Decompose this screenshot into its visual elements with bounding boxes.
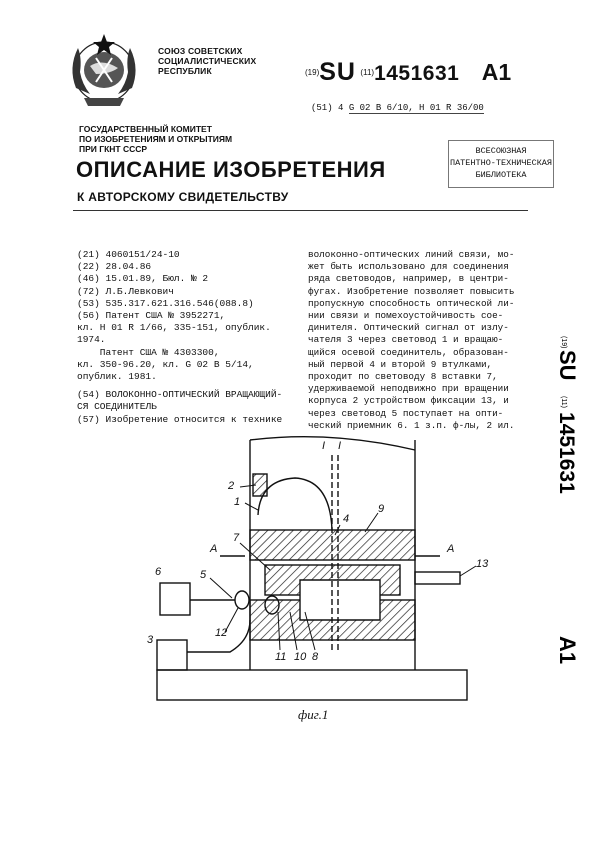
bibliographic-data bbox=[77, 249, 282, 426]
number-code-label: (11) bbox=[360, 68, 375, 77]
axis-label-left: I bbox=[322, 440, 326, 452]
abstract-line: динителя. Оптический сигнал от излу- bbox=[308, 322, 509, 334]
union-line: РЕСПУБЛИК bbox=[158, 66, 212, 76]
label-2: 2 bbox=[228, 480, 235, 492]
middle-insert bbox=[265, 565, 400, 595]
figure-caption: фиг.1 bbox=[298, 707, 329, 722]
biblio-line: кл. 350-96.20, кл. G 02 B 5/14, bbox=[77, 358, 254, 370]
biblio-line: (22) 28.04.86 bbox=[77, 261, 152, 273]
lower-bushing-block bbox=[250, 600, 415, 640]
abstract-line: фугах. Изобретение позволяет повысить bbox=[308, 285, 515, 297]
abstract-line: щийся осевой соединитель, образован- bbox=[308, 346, 509, 358]
biblio-line: опублик. 1981. bbox=[77, 371, 157, 383]
housing-top-break bbox=[250, 437, 415, 450]
label-a-right: А bbox=[447, 543, 455, 555]
abstract-line: чателя 3 через световод 1 и вращаю- bbox=[308, 334, 504, 346]
committee-line: ГОСУДАРСТВЕННЫЙ КОМИТЕТ bbox=[79, 124, 212, 134]
union-line: СОЮЗ СОВЕТСКИХ bbox=[158, 46, 243, 56]
label-4: 4 bbox=[343, 513, 350, 525]
axis-label-right: I bbox=[338, 440, 342, 452]
abstract-line: пропускную способность оптической ли- bbox=[308, 297, 515, 309]
receiver-6 bbox=[160, 583, 190, 615]
side-number-code: (11) bbox=[560, 396, 567, 408]
lens-12 bbox=[235, 591, 249, 609]
abstract-line: ряда световодов, например, в центри- bbox=[308, 273, 509, 285]
biblio-line: (54) ВОЛОКОННО-ОПТИЧЕСКИЙ ВРАЩАЮЩИЙ- bbox=[77, 389, 283, 401]
side-country-code: (19) bbox=[560, 336, 567, 349]
inner-channel bbox=[300, 580, 380, 620]
label-a-left: А bbox=[210, 543, 218, 555]
label-12: 12 bbox=[215, 627, 228, 639]
committee-line: ПРИ ГКНТ СССР bbox=[79, 144, 148, 154]
committee bbox=[79, 124, 232, 154]
side-patent-number: 1451631 bbox=[555, 412, 578, 494]
label-9: 9 bbox=[378, 503, 385, 515]
leader-lines bbox=[210, 485, 476, 650]
label-5: 5 bbox=[200, 569, 207, 581]
biblio-line: (21) 4060151/24-10 bbox=[77, 249, 180, 260]
abstract-line: корпуса 2 устройством фиксации 13, и bbox=[308, 395, 509, 407]
abstract-line: проходит по световоду 8 вставки 7, bbox=[308, 371, 498, 383]
housing-2 bbox=[253, 474, 267, 496]
stamp-line: БИБЛИОТЕКА bbox=[475, 170, 527, 180]
publication-number bbox=[305, 58, 511, 87]
stamp-line: ПАТЕНТНО-ТЕХНИЧЕСКАЯ bbox=[449, 158, 553, 168]
country-code-label: (19) bbox=[305, 68, 320, 77]
abstract-line: волоконно-оптических линий связи, мо- bbox=[308, 249, 515, 260]
abstract-line: жет быть использовано для соединения bbox=[308, 261, 509, 273]
axis bbox=[332, 455, 338, 650]
fixation-13 bbox=[415, 572, 460, 584]
union-name bbox=[158, 46, 256, 76]
biblio-line: кл. H 01 R 1/66, 335-151, опублик. bbox=[77, 322, 271, 334]
label-11: 11 bbox=[275, 651, 287, 663]
abstract-line: нии связи и помехоустойчивость сое- bbox=[308, 310, 504, 322]
kind-code: A1 bbox=[481, 59, 512, 85]
label-1: 1 bbox=[234, 496, 241, 508]
library-stamp bbox=[448, 140, 554, 188]
patent-number: 1451631 bbox=[374, 62, 460, 85]
housing-walls bbox=[250, 440, 415, 670]
label-3: 3 bbox=[147, 634, 154, 646]
ipc-value: G 02 B 6/10, H 01 R 36/00 bbox=[348, 103, 484, 113]
label-6: 6 bbox=[155, 566, 162, 578]
abstract bbox=[308, 249, 514, 432]
biblio-line: (72) Л.Б.Левкович bbox=[77, 285, 174, 297]
abstract-line: удерживаемой неподвижно при вращении bbox=[308, 383, 509, 395]
document-subtitle: К АВТОРСКОМУ СВИДЕТЕЛЬСТВУ bbox=[77, 190, 289, 204]
ipc-classification bbox=[311, 103, 484, 113]
abstract-line: через световод 5 поступает на опти- bbox=[308, 407, 504, 419]
header-divider bbox=[73, 210, 528, 211]
country: SU bbox=[319, 58, 356, 86]
ussr-emblem-icon bbox=[62, 28, 146, 112]
lens-11 bbox=[265, 596, 279, 614]
stamp-line: ВСЕСОЮЗНАЯ bbox=[475, 146, 527, 156]
biblio-line: Патент США № 4303300, bbox=[77, 346, 220, 358]
label-7: 7 bbox=[233, 532, 240, 544]
label-8: 8 bbox=[312, 651, 319, 663]
ipc-code-label: (51) 4 bbox=[311, 103, 344, 113]
label-13: 13 bbox=[476, 558, 489, 570]
union-line: СОЦИАЛИСТИЧЕСКИХ bbox=[158, 56, 257, 66]
side-country: SU bbox=[555, 350, 580, 381]
upper-bushing-block bbox=[250, 530, 415, 560]
biblio-line: (57) Изобретение относится к технике bbox=[77, 413, 283, 425]
biblio-line: 1974. bbox=[77, 334, 106, 346]
biblio-line: СЯ СОЕДИНИТЕЛЬ bbox=[77, 401, 157, 413]
base-plate bbox=[157, 670, 467, 700]
label-10: 10 bbox=[294, 651, 307, 663]
side-publication-number bbox=[542, 336, 580, 676]
abstract-line: ный первой 4 и второй 9 втулками, bbox=[308, 358, 493, 370]
biblio-line: (46) 15.01.89, Бюл. № 2 bbox=[77, 273, 209, 285]
committee-line: ПО ИЗОБРЕТЕНИЯМ И ОТКРЫТИЯМ bbox=[79, 134, 233, 144]
biblio-line: (53) 535.317.621.316.546(088.8) bbox=[77, 297, 254, 309]
biblio-line: (56) Патент США № 3952271, bbox=[77, 310, 226, 322]
abstract-line: ческий приемник 6. 1 з.п. ф-лы, 2 ил. bbox=[308, 419, 515, 431]
fiber-emitter bbox=[187, 620, 250, 652]
document-title: ОПИСАНИЕ ИЗОБРЕТЕНИЯ bbox=[76, 157, 386, 182]
side-kind-code: A1 bbox=[555, 636, 580, 665]
fiber-1 bbox=[258, 478, 332, 530]
emitter-3 bbox=[157, 640, 187, 670]
